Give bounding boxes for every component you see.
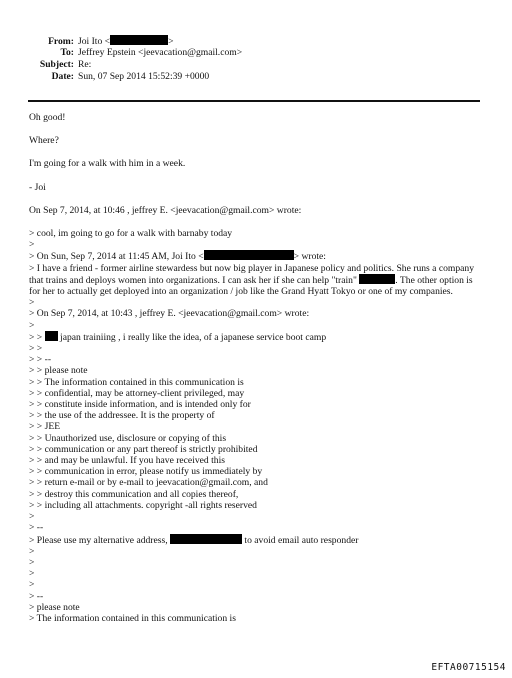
quoted-line: > > constitute inside information, and is intended only for — [29, 399, 251, 411]
quoted-line: > > including all attachments. copyright -all rights reserved — [29, 499, 257, 511]
quoted-line: > — [29, 319, 35, 331]
body-line: I'm going for a walk with him in a week. — [29, 158, 186, 170]
quoted-text: > On Sun, Sep 7, 2014 at 11:45 AM, Joi Ito < — [29, 251, 204, 263]
document-id: EFTA00715154 — [431, 662, 506, 673]
redaction-box — [45, 331, 58, 341]
from-label: From: — [48, 36, 74, 47]
quoted-line: > — [29, 545, 35, 557]
quoted-line: > > JEE — [29, 421, 61, 433]
quoted-line: > > The information contained in this communication is — [29, 376, 244, 388]
quoted-text: > wrote: — [293, 251, 326, 263]
subject-label: Subject: — [39, 59, 74, 70]
quoted-text: > I have a friend - former airline stewardess but now big player in Japanese policy and politics. She runs a company that trains and deploys women into organizations. I can ask her if she can help "train" — [29, 262, 474, 286]
quoted-line: > > communication or any part thereof is strictly prohibited — [29, 443, 258, 455]
quoted-line: > > return e-mail or by e-mail to jeevacation@gmail.com, and — [29, 477, 268, 489]
header-divider — [28, 100, 480, 102]
redaction-box — [359, 274, 395, 284]
body-line: Where? — [29, 135, 59, 147]
subject-value: Re: — [78, 59, 92, 70]
quoted-line: > — [29, 568, 35, 580]
redaction-box — [110, 35, 168, 45]
quoted-line: > please note — [29, 601, 80, 613]
redaction-box — [170, 534, 242, 544]
quoted-line: > -- — [29, 590, 44, 602]
quoted-text: > Please use my alternative address, — [29, 534, 171, 546]
from-value — [78, 36, 173, 47]
quoted-line: > > please note — [29, 365, 88, 377]
quoted-line: > > -- — [29, 354, 52, 366]
quoted-line: > -- — [29, 522, 44, 534]
quoted-line: > — [29, 579, 35, 591]
quoted-text: > > — [29, 331, 45, 343]
to-value: Jeffrey Epstein <jeevacation@gmail.com> — [78, 47, 243, 58]
body-line: Oh good! — [29, 112, 66, 123]
quoted-line: > The information contained in this communication is — [29, 612, 236, 624]
quoted-line: > On Sep 7, 2014, at 10:43 , jeffrey E. <jeevacation@gmail.com> wrote: — [29, 308, 310, 320]
date-value: Sun, 07 Sep 2014 15:52:39 +0000 — [78, 71, 210, 82]
to-row — [18, 47, 242, 59]
quoted-line — [29, 534, 481, 546]
quote-attribution: On Sep 7, 2014, at 10:46 , jeffrey E. <jeevacation@gmail.com> wrote: — [29, 204, 302, 216]
quoted-line: > — [29, 511, 35, 523]
email-body — [29, 112, 481, 624]
quoted-line: > > destroy this communication and all copies thereof, — [29, 488, 239, 500]
quoted-line: > > Unauthorized use, disclosure or copying of this — [29, 432, 227, 444]
subject-row — [18, 59, 91, 71]
quoted-paragraph — [29, 263, 481, 298]
quoted-line: > > communication in error, please notify us immediately by — [29, 466, 263, 478]
quoted-line: > > — [29, 343, 43, 355]
from-name: Joi Ito < — [78, 36, 111, 47]
to-label: To: — [60, 47, 74, 58]
quoted-line: > > and may be unlawful. If you have received this — [29, 455, 225, 467]
quoted-line: > > the use of the addressee. It is the property of — [29, 410, 215, 422]
quoted-line — [29, 250, 481, 262]
quoted-line — [29, 331, 481, 343]
quoted-line: > — [29, 239, 35, 251]
quoted-text: . The other option is for her to actually get deployed into an organization / job like the Grand Hyatt Tokyo or one of my companies. — [29, 274, 473, 298]
quoted-line: > > confidential, may be attorney-client privileged, may — [29, 387, 245, 399]
quoted-line: > cool, im going to go for a walk with barnaby today — [29, 228, 233, 240]
quoted-line: > — [29, 556, 35, 568]
quoted-line: > — [29, 297, 35, 309]
signature: - Joi — [29, 181, 46, 193]
redaction-box — [204, 250, 294, 260]
date-row — [18, 71, 209, 83]
date-label: Date: — [51, 71, 74, 82]
quoted-text: to avoid email auto responder — [242, 534, 359, 546]
from-close: > — [168, 36, 174, 47]
quoted-text: japan trainiing , i really like the idea, of a japanese service boot camp — [57, 331, 327, 343]
